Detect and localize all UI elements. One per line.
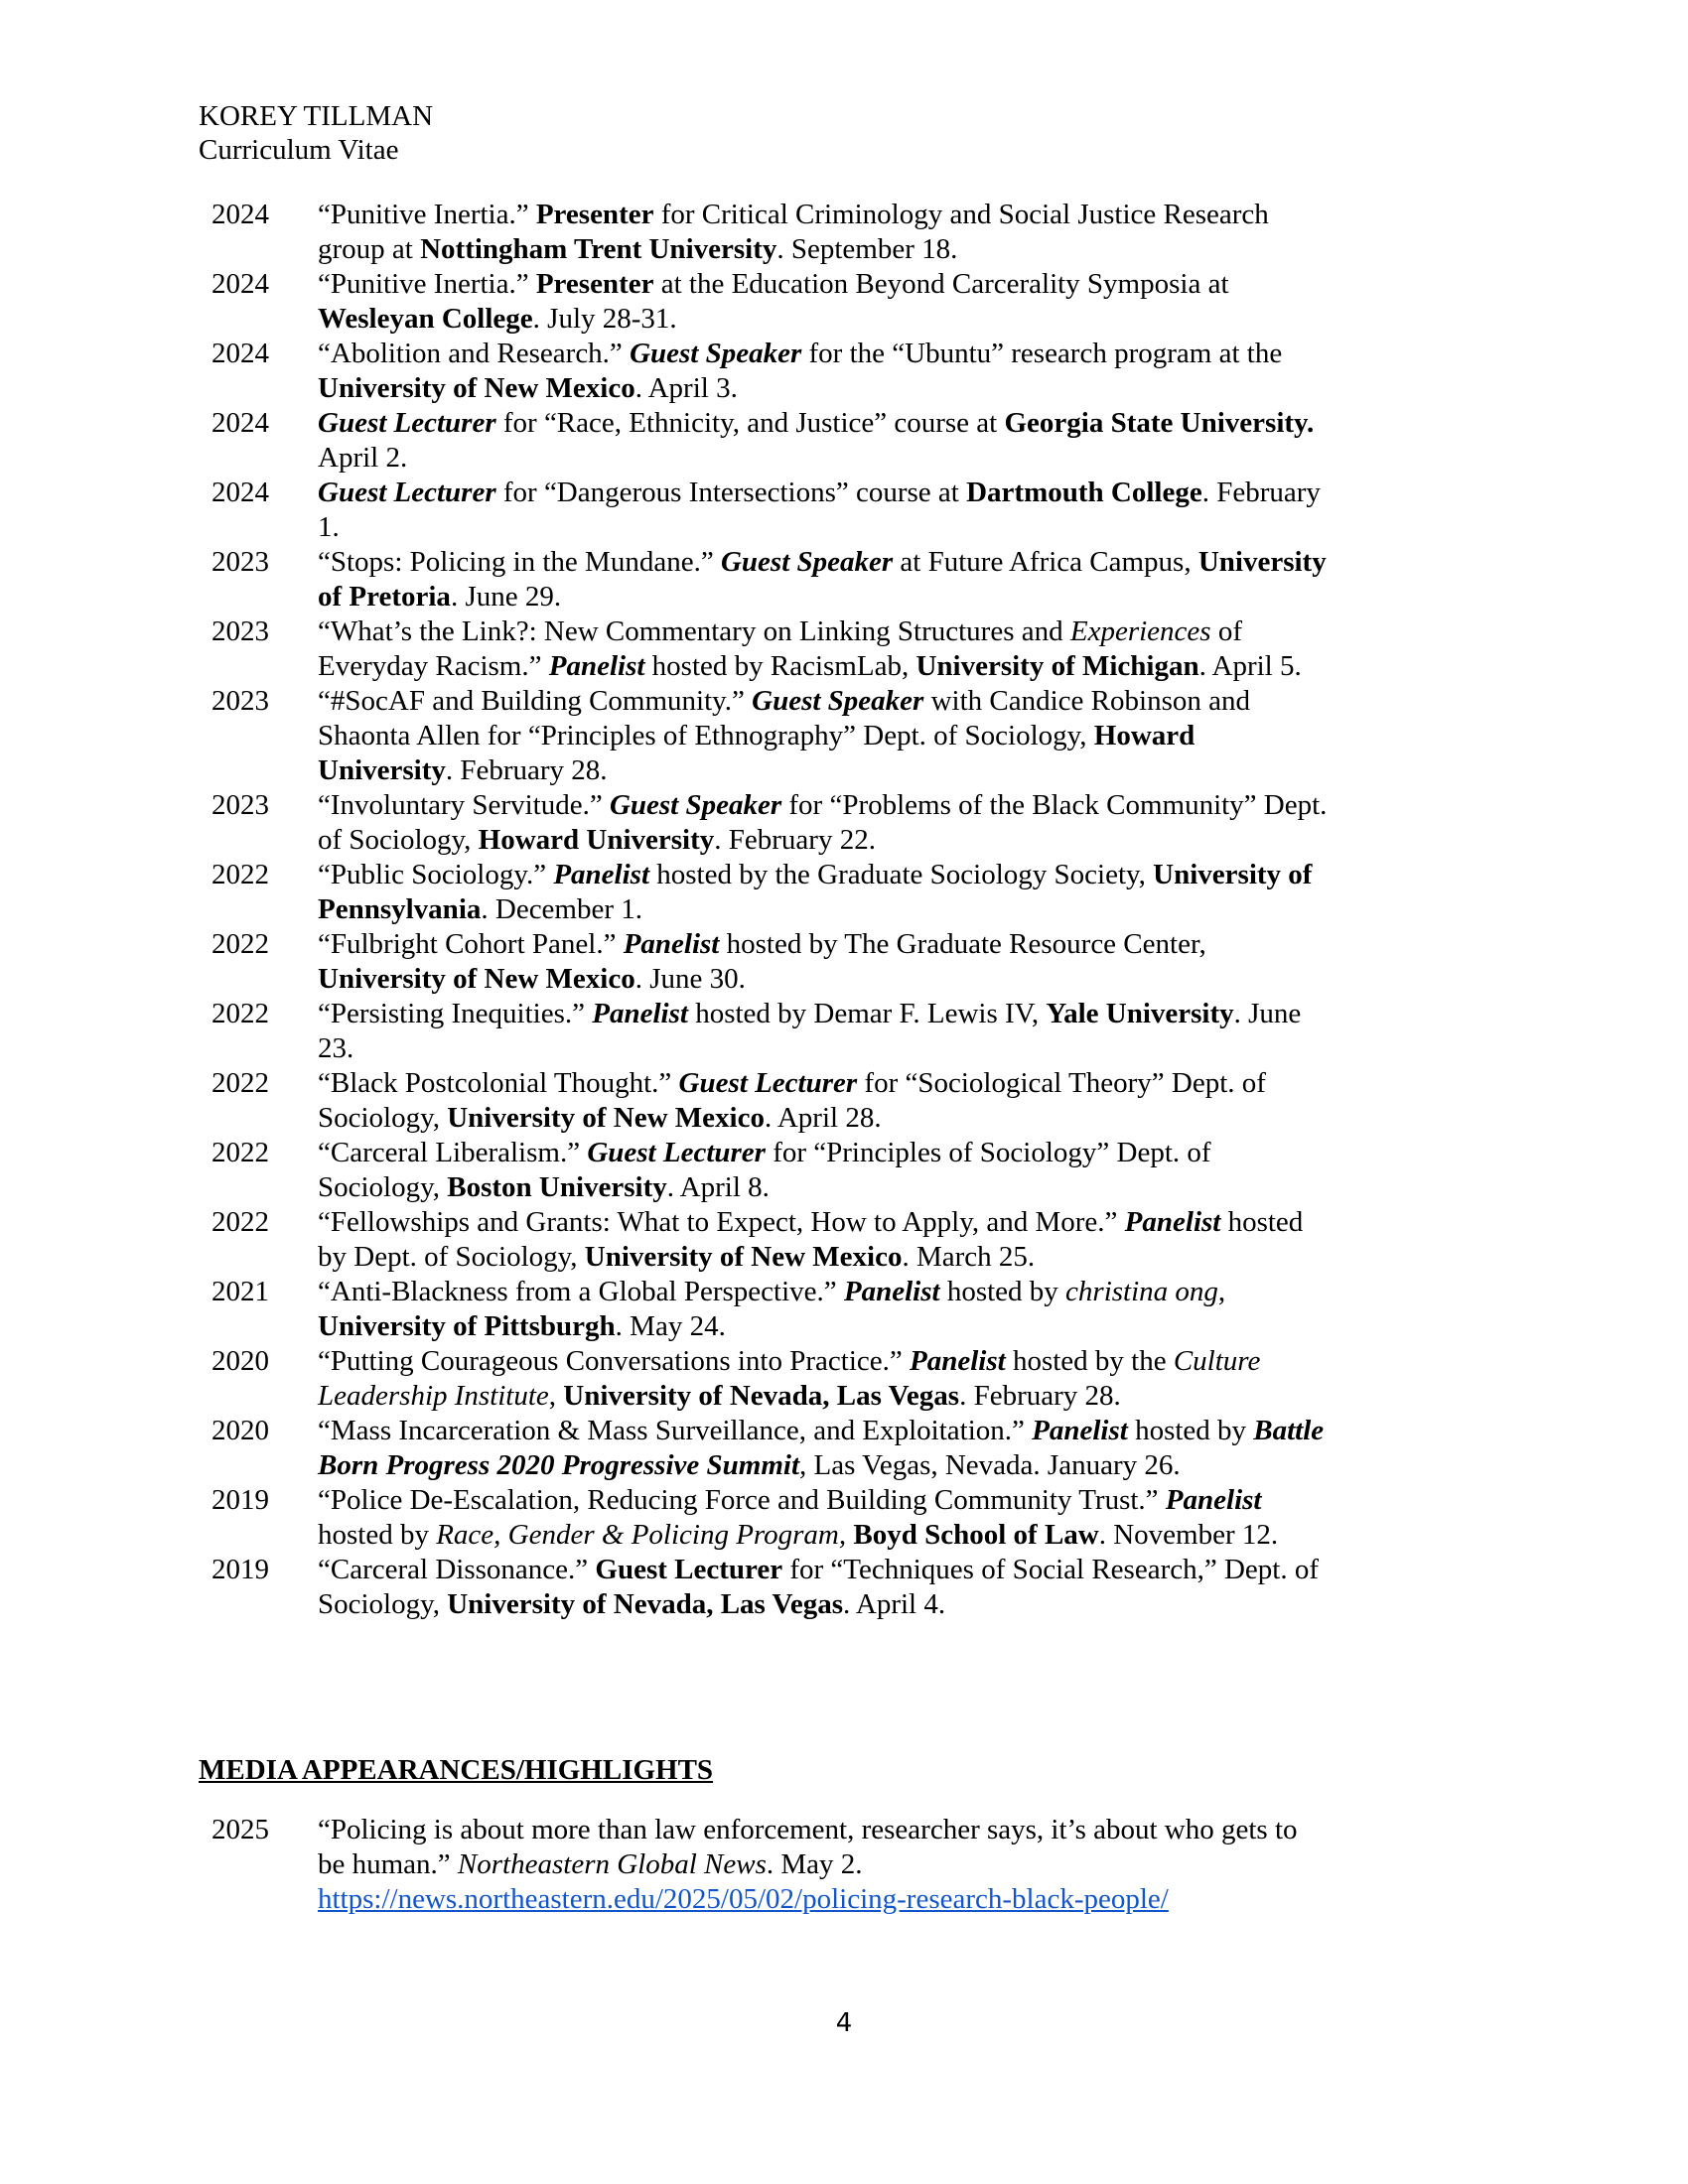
entry-text-segment: for “Dangerous Intersections” course at: [495, 477, 967, 508]
entry-year: 2019: [211, 1484, 269, 1516]
entry-text-segment: Guest Speaker: [630, 338, 802, 369]
entry-text-segment: . June 30.: [634, 963, 746, 995]
document-subtitle: Curriculum Vitae: [199, 134, 399, 166]
entry-text-segment: with Candice Robinson and Shaonta Allen for “Principles of Ethnography” Dept. of Sociology,: [318, 685, 1250, 751]
entry-year: 2024: [211, 477, 269, 508]
entry-text-segment: hosted by: [318, 1519, 437, 1551]
list-item: [199, 1205, 1390, 1275]
entry-text: [318, 1344, 1331, 1414]
entry-text-segment: Howard University: [478, 824, 715, 856]
entry-text-segment: University of Pittsburgh: [318, 1310, 616, 1342]
entry-text: [318, 198, 1331, 267]
entry-text-segment: . February 1.: [318, 477, 1321, 543]
list-item: [199, 1344, 1390, 1414]
list-item: [199, 1275, 1390, 1344]
entry-text-segment: “Public Sociology.”: [318, 859, 554, 890]
entry-text: [318, 1275, 1331, 1344]
entry-year: 2023: [211, 546, 269, 578]
entry-text-segment: “Fellowships and Grants: What to Expect, How to Apply, and More.”: [318, 1206, 1125, 1238]
entry-text-segment: “Persisting Inequities.”: [318, 998, 593, 1029]
entry-text-segment: Guest Speaker: [752, 685, 924, 717]
entry-text-segment: Panelist: [548, 650, 645, 682]
entry-text-segment: University of Michigan: [915, 650, 1199, 682]
entry-text-segment: hosted by: [939, 1276, 1066, 1307]
entry-text-segment: . February 22.: [714, 824, 876, 856]
entry-text: [318, 337, 1331, 406]
entry-text: [318, 1414, 1331, 1483]
entry-text-segment: . April 28.: [764, 1102, 882, 1134]
entry-text-segment: for “Principles of Sociology” Dept. of Sociology,: [318, 1137, 1211, 1203]
author-name: KOREY TILLMAN: [199, 100, 434, 132]
entry-text-segment: Guest Lecturer: [318, 477, 496, 508]
entry-text-segment: University of Nevada, Las Vegas: [447, 1588, 843, 1620]
entry-text-segment: Yale University: [1046, 998, 1234, 1029]
list-item: [199, 1066, 1390, 1136]
entry-text: [318, 614, 1331, 684]
entry-year: 2025: [211, 1814, 269, 1845]
list-item: [199, 337, 1390, 406]
entry-text: [318, 406, 1331, 476]
list-item: [199, 1813, 1390, 1917]
entry-year: 2022: [211, 998, 269, 1029]
entry-text-segment: Howard University: [318, 720, 1196, 786]
entry-text-segment: hosted by the: [1005, 1345, 1174, 1377]
entry-text: [318, 267, 1331, 337]
entry-year: 2023: [211, 789, 269, 821]
entry-text-segment: Panelist: [910, 1345, 1006, 1377]
entry-text: [318, 545, 1331, 614]
entry-text-segment: Georgia State University.: [1004, 407, 1315, 439]
entry-text-segment: University of Pretoria: [318, 546, 1327, 613]
entry-text-segment: for “Race, Ethnicity, and Justice” course at: [495, 407, 1005, 439]
entry-text-segment: Boston University: [447, 1171, 667, 1203]
media-outlet: Northeastern Global News: [457, 1848, 767, 1880]
list-item: [199, 614, 1390, 684]
media-section-title: MEDIA APPEARANCES/HIGHLIGHTS: [199, 1754, 714, 1786]
entry-text-segment: “#SocAF and Building Community.”: [318, 685, 753, 717]
entry-text-segment: . April 8.: [666, 1171, 770, 1203]
list-item: [199, 406, 1390, 476]
entry-text-segment: Presenter: [535, 199, 654, 230]
entry-text-segment: for “Problems of the Black Community” Dept. of Sociology,: [318, 789, 1328, 856]
entry-text-segment: . April 3.: [634, 372, 738, 404]
entry-text-segment: Panelist: [592, 998, 688, 1029]
list-item: [199, 684, 1390, 788]
entry-text-segment: Wesleyan College: [318, 303, 533, 335]
entry-text: [318, 1136, 1331, 1205]
entry-text-segment: . February 28.: [959, 1380, 1121, 1412]
list-item: [199, 1553, 1390, 1622]
entry-text: [318, 788, 1331, 858]
entry-year: 2024: [211, 268, 269, 300]
entry-text-segment: Panelist: [623, 928, 720, 960]
entry-year: 2020: [211, 1345, 269, 1377]
entry-year: 2022: [211, 859, 269, 890]
page-header: [199, 99, 433, 167]
entry-text-segment: Panelist: [843, 1276, 940, 1307]
entry-text-segment: “What’s the Link?: New Commentary on Linking Structures and: [318, 615, 1070, 647]
entry-text-segment: at the Education Beyond Carcerality Symposia at: [653, 268, 1229, 300]
entry-text-segment: “Carceral Dissonance.”: [318, 1554, 596, 1585]
entry-text-segment: Guest Lecturer: [587, 1137, 766, 1168]
entry-text-segment: christina ong: [1065, 1276, 1218, 1307]
entry-text-segment: “Punitive Inertia.”: [318, 199, 536, 230]
entry-text-segment: Panelist: [553, 859, 650, 890]
entry-text-segment: . September 18.: [776, 233, 958, 265]
entry-year: 2019: [211, 1554, 269, 1585]
media-list: [199, 1813, 1390, 1917]
entry-text-segment: for “Sociological Theory” Dept. of Sociology,: [318, 1067, 1266, 1134]
list-item: [199, 267, 1390, 337]
entry-text: [318, 858, 1331, 927]
entry-text-segment: at Future Africa Campus,: [893, 546, 1198, 578]
list-item: [199, 788, 1390, 858]
entry-text-segment: of Everyday Racism.”: [318, 615, 1242, 682]
entry-text-segment: University of New Mexico: [318, 372, 635, 404]
entry-text-segment: . July 28-31.: [532, 303, 677, 335]
entry-text-segment: hosted by The Graduate Resource Center,: [719, 928, 1206, 960]
entry-text-segment: April 2.: [318, 442, 408, 474]
entry-year: 2023: [211, 615, 269, 647]
entry-text-segment: . June 23.: [318, 998, 1302, 1064]
entry-text-segment: University of New Mexico: [447, 1102, 765, 1134]
entry-text: [318, 927, 1331, 997]
media-link[interactable]: https://news.northeastern.edu/2025/05/02/policing-research-black-people/: [318, 1883, 1169, 1915]
entry-text-segment: hosted by Demar F. Lewis IV,: [687, 998, 1047, 1029]
entry-text-segment: University of Nevada, Las Vegas: [563, 1380, 960, 1412]
list-item: [199, 476, 1390, 545]
entry-text-segment: for Critical Criminology and Social Justice Research group at: [318, 199, 1269, 265]
entry-text-segment: Guest Speaker: [720, 546, 894, 578]
entry-year: 2024: [211, 338, 269, 369]
entry-text-segment: hosted by RacismLab,: [644, 650, 916, 682]
entry-text-segment: hosted by: [1127, 1415, 1254, 1446]
entry-text-segment: “Putting Courageous Conversations into Practice.”: [318, 1345, 911, 1377]
entry-text: [318, 1813, 1331, 1917]
entry-text-segment: “Stops: Policing in the Mundane.”: [318, 546, 721, 578]
entry-text: [318, 1205, 1331, 1275]
page-number: 4: [835, 2008, 853, 2038]
entry-text-segment: Guest Speaker: [609, 789, 782, 821]
list-item: [199, 858, 1390, 927]
media-quote: “Policing is about more than law enforcement, researcher says, it’s about who gets to be human.”: [318, 1814, 1298, 1880]
entry-text: [318, 997, 1331, 1066]
list-item: [199, 1136, 1390, 1205]
entry-text-segment: “Mass Incarceration & Mass Surveillance, and Exploitation.”: [318, 1415, 1033, 1446]
entry-text-segment: . March 25.: [902, 1241, 1036, 1273]
entry-text-segment: . November 12.: [1098, 1519, 1279, 1551]
entry-text-segment: for the “Ubuntu” research program at the: [801, 338, 1283, 369]
entry-text-segment: Nottingham Trent University: [420, 233, 777, 265]
entry-year: 2022: [211, 1206, 269, 1238]
entry-text-segment: ,: [548, 1380, 564, 1412]
entry-text-segment: . May 24.: [615, 1310, 726, 1342]
entry-text-segment: Experiences: [1069, 615, 1211, 647]
entry-text-segment: “Involuntary Servitude.”: [318, 789, 610, 821]
entry-year: 2021: [211, 1276, 269, 1307]
entry-text-segment: . April 5.: [1198, 650, 1302, 682]
entry-text-segment: Panelist: [1165, 1484, 1262, 1516]
list-item: [199, 198, 1390, 267]
entry-text: [318, 1066, 1331, 1136]
entry-text-segment: Panelist: [1124, 1206, 1221, 1238]
entry-text-segment: “Black Postcolonial Thought.”: [318, 1067, 679, 1099]
entry-text-segment: “Carceral Liberalism.”: [318, 1137, 588, 1168]
entry-text-segment: . April 4.: [843, 1588, 946, 1620]
entry-text-segment: hosted by Dept. of Sociology,: [318, 1206, 1304, 1273]
list-item: [199, 1483, 1390, 1553]
entry-text: [318, 1483, 1331, 1553]
entry-year: 2024: [211, 199, 269, 230]
entry-text-segment: University of New Mexico: [318, 963, 635, 995]
entry-year: 2022: [211, 928, 269, 960]
entry-text-segment: Presenter: [535, 268, 654, 300]
entry-year: 2022: [211, 1137, 269, 1168]
entry-text-segment: Culture Leadership Institute: [318, 1345, 1261, 1412]
entry-text-segment: for “Techniques of Social Research,” Dept. of Sociology,: [318, 1554, 1320, 1620]
list-item: [199, 997, 1390, 1066]
entry-year: 2022: [211, 1067, 269, 1099]
entry-year: 2020: [211, 1415, 269, 1446]
entry-text-segment: . December 1.: [481, 893, 643, 925]
entry-year: 2024: [211, 407, 269, 439]
entry-text-segment: . June 29.: [450, 581, 562, 613]
list-item: [199, 545, 1390, 614]
entry-text: [318, 1553, 1331, 1622]
entry-text: [318, 684, 1331, 788]
entry-text-segment: Guest Lecturer: [318, 407, 496, 439]
entry-text-segment: , Las Vegas, Nevada. January 26.: [799, 1449, 1181, 1481]
entry-text-segment: Race, Gender & Policing Program,: [436, 1519, 847, 1551]
entry-text-segment: Boyd School of Law: [853, 1519, 1099, 1551]
presentations-list: [199, 198, 1390, 1622]
entry-text-segment: Battle Born Progress 2020 Progressive Summit: [318, 1415, 1325, 1481]
entry-text-segment: “Punitive Inertia.”: [318, 268, 536, 300]
entry-text-segment: Dartmouth College: [966, 477, 1202, 508]
entry-year: 2023: [211, 685, 269, 717]
entry-text-segment: University of New Mexico: [584, 1241, 903, 1273]
entry-text-segment: “Abolition and Research.”: [318, 338, 631, 369]
list-item: [199, 927, 1390, 997]
entry-text-segment: Guest Lecturer: [595, 1554, 783, 1585]
entry-text-segment: University of Pennsylvania: [318, 859, 1313, 925]
entry-text-segment: ,: [1217, 1276, 1226, 1307]
entry-text-segment: “Anti-Blackness from a Global Perspective.”: [318, 1276, 844, 1307]
entry-text-segment: Panelist: [1032, 1415, 1128, 1446]
list-item: [199, 1414, 1390, 1483]
entry-text-segment: “Police De-Escalation, Reducing Force and Building Community Trust.”: [318, 1484, 1166, 1516]
entry-text: [318, 476, 1331, 545]
entry-text-segment: . February 28.: [445, 754, 608, 786]
media-date: . May 2.: [766, 1848, 863, 1880]
entry-text-segment: hosted by the Graduate Sociology Society,: [649, 859, 1154, 890]
entry-text-segment: Guest Lecturer: [678, 1067, 858, 1099]
entry-text-segment: “Fulbright Cohort Panel.”: [318, 928, 624, 960]
